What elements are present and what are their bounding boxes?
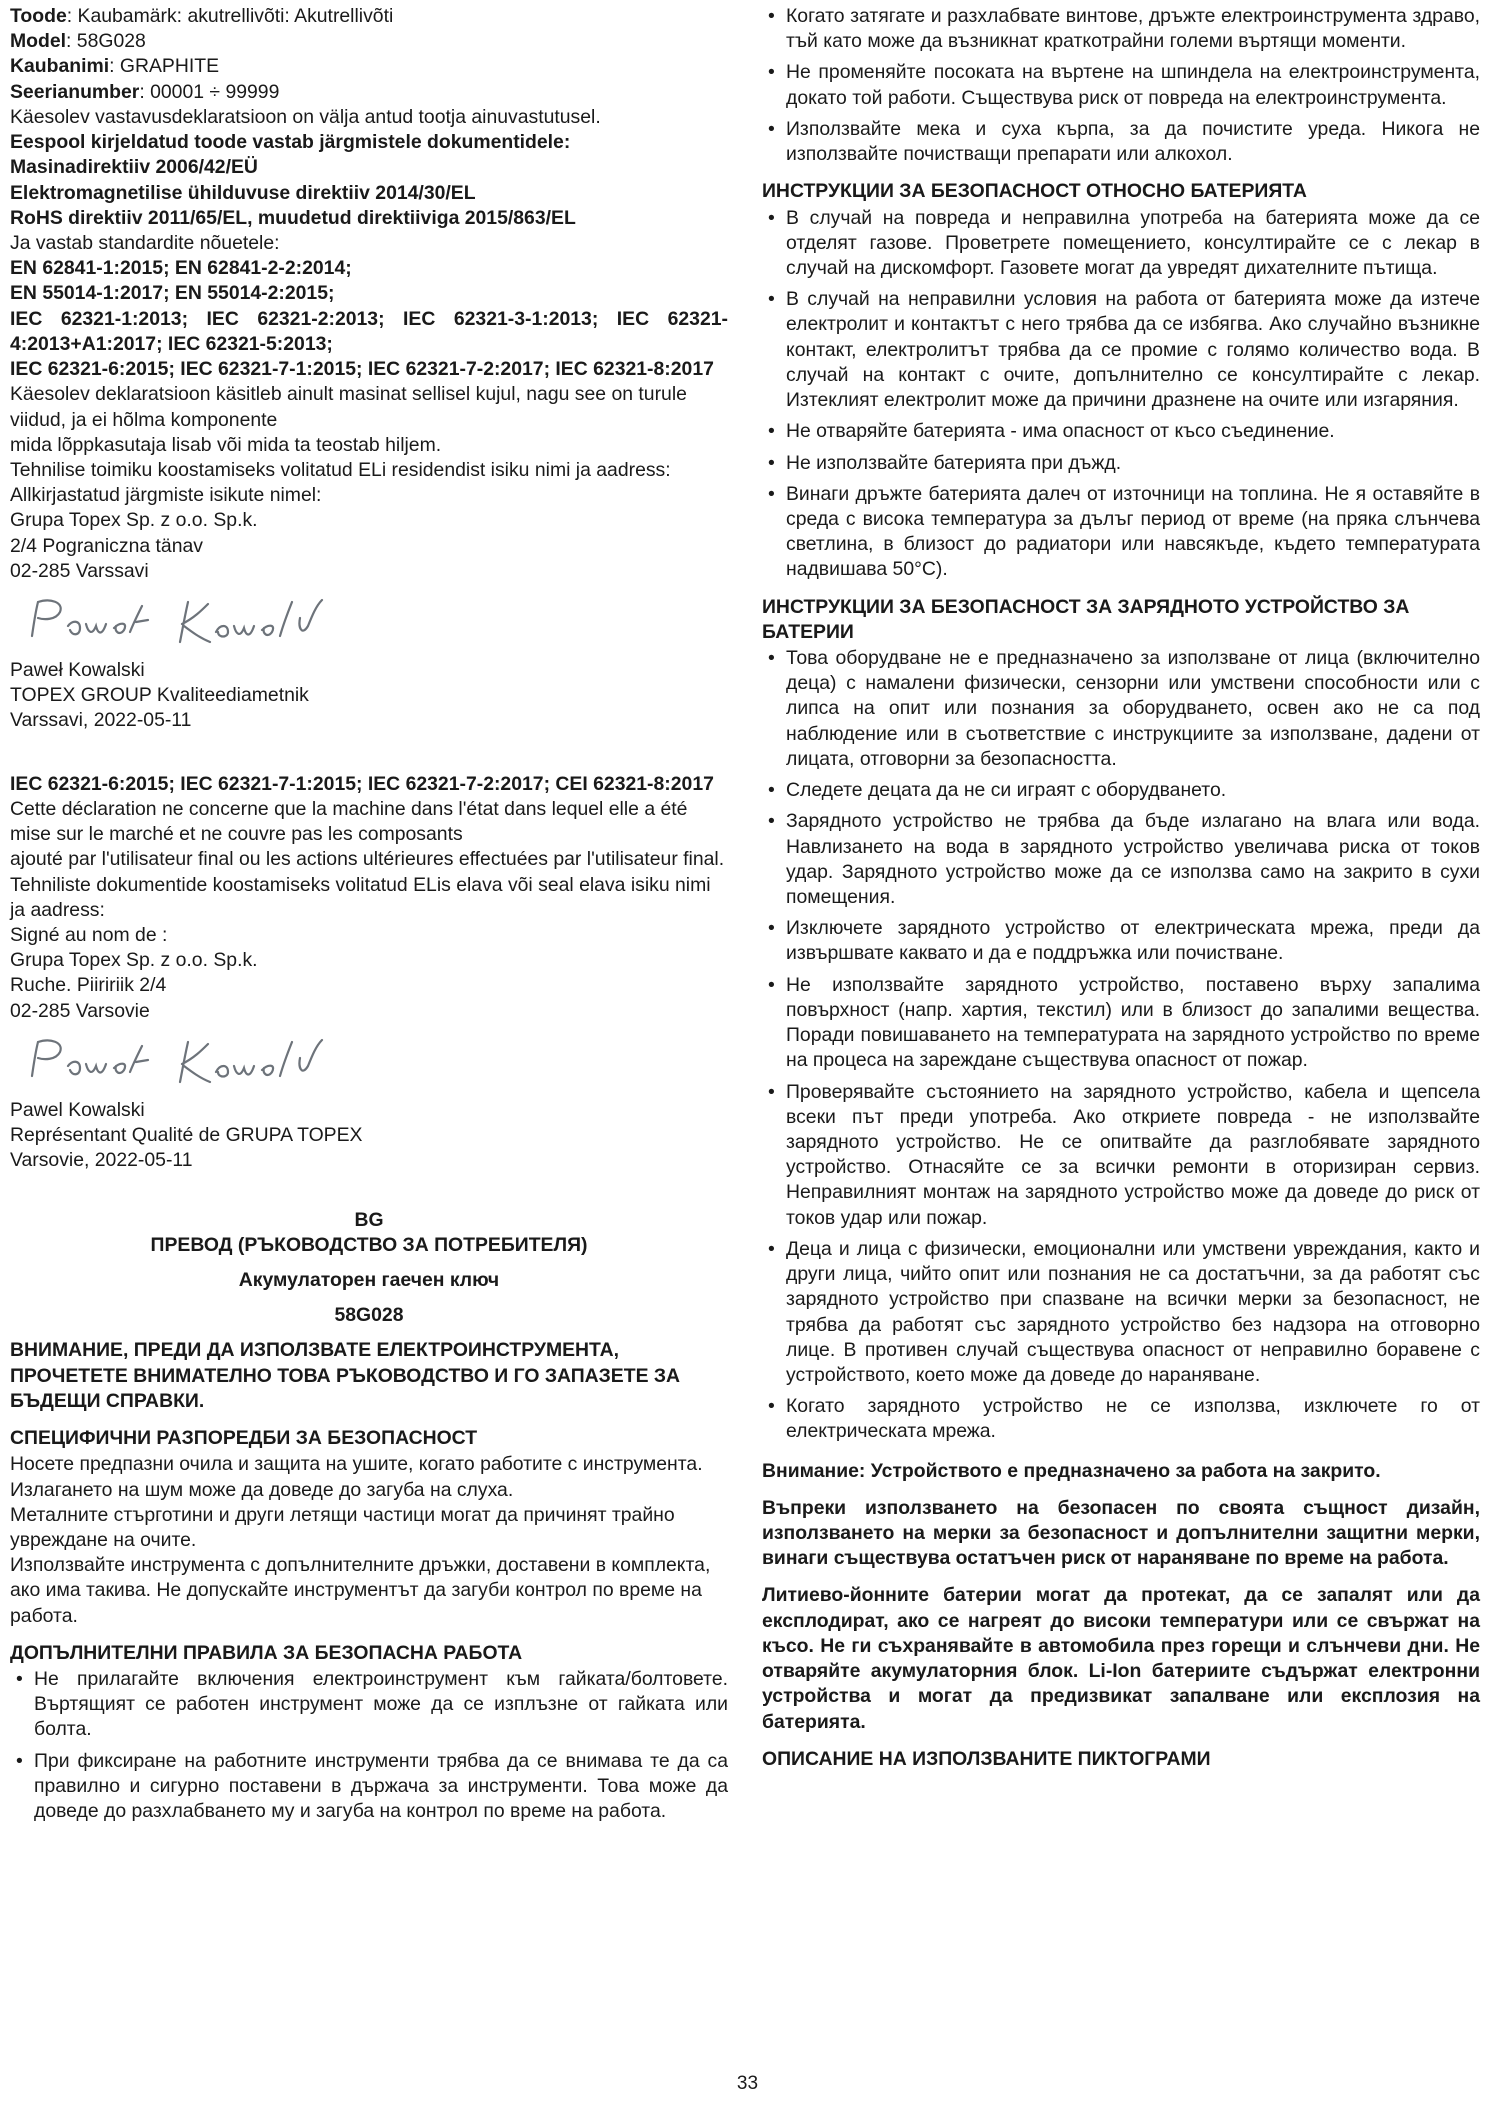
model-line	[10, 29, 728, 54]
scope-text-2: mida lõppkasutaja lisab või mida ta teostab hiljem.	[10, 433, 442, 456]
standard-line: EN 62841-1:2015; EN 62841-2-2:2014;	[10, 257, 352, 280]
list-item: • При фиксиране на работните инструменти трябва да се внимава те да са правилно и сигурно поставени в държача за инструменти. Това може да доведе до разхлабването му и загуба на контрол по време на работа.	[10, 1749, 728, 1825]
battery-safety-heading: ИНСТРУКЦИИ ЗА БЕЗОПАСНОСТ ОТНОСНО БАТЕРИЯТА	[762, 180, 1307, 203]
right-column	[762, 4, 1480, 1773]
pictograms-heading: ОПИСАНИЕ НА ИЗПОЛЗВАНИТЕ ПИКТОГРАМИ	[762, 1747, 1211, 1770]
scope-text: Käesolev deklaratsioon käsitleb ainult masinat sellisel kujul, nagu see on turule viidud, ja ei hõlma komponente	[10, 383, 687, 431]
list-item: • Това оборудване не е предназначено за използване от лица (включително деца) с намалени физически, сензорни или умствени способности или с липса на опит или познания за оборудването, освен ако не са под наблюдение или в съответствие с инструкциите за използване, дадени от лицата, отговорни за безопасността.	[762, 646, 1480, 772]
list-item: • В случай на неправилни условия на работа от батерията може да изтече електролит и контактът с него трябва да се избягва. Ако случайно възникне контакт, електролитът трябва да се промие с голямо количество вода. В случай на контакт с очите, допълнително се консултирайте с лекар. Изтеклият електролит може да причини дразнене на очите или изгаряния.	[762, 287, 1480, 413]
signer-name: Paweł Kowalski	[10, 659, 145, 682]
list-item: • Когато зарядното устройство не се използва, изключете го от електрическата мрежа.	[762, 1394, 1480, 1444]
indoor-use-note: Внимание: Устройството е предназначено за работа на закрито.	[762, 1459, 1381, 1482]
serial-value: : 00001 ÷ 99999	[139, 80, 280, 103]
model-title: 58G028	[334, 1304, 404, 1327]
list-item: • Не прилагайте включения електроинструмент към гайката/болтовете. Въртящият се работен инструмент може да се изплъзне от гайката или болта.	[10, 1667, 728, 1743]
list-item: • Изключете зарядното устройство от електрическата мрежа, преди да извършвате каквато и да е поддръжка или почистване.	[762, 916, 1480, 966]
product-label: Toode	[10, 5, 67, 27]
product-line	[10, 4, 728, 29]
trade-name-line	[10, 54, 728, 79]
safety-paragraph: Металните стърготини и други летящи частици могат да причинят трайно увреждане на очите.	[10, 1503, 675, 1551]
standard-line: EN 55014-1:2017; EN 55014-2:2015;	[10, 282, 335, 305]
list-item: • Не отваряйте батерията - има опасност от късо съединение.	[762, 419, 1480, 444]
fr-scope-2: ajouté par l'utilisateur final ou les actions ultérieures effectuées par l'utilisateur final.	[10, 848, 725, 871]
list-item: • Проверявайте състоянието на зарядното устройство, кабела и щепсела всеки път преди употреба. Ако откриете повреда - не използвайте зарядното устройство. Не се опитвайте да разглобявате зарядното устройство. Отнасяйте се за всички ремонти в оторизиран сервиз. Неправилният монтаж на зарядното устройство може да доведе до риск от токов удар или пожар.	[762, 1080, 1480, 1231]
list-item: • Следете децата да не си играят с оборудването.	[762, 778, 1480, 803]
fr-address-line: 02-285 Varsovie	[10, 999, 150, 1022]
serial-label: Seerianumber	[10, 80, 140, 103]
fr-address-line: Grupa Topex Sp. z o.o. Sp.k.	[10, 949, 258, 972]
language-code: BG	[354, 1208, 384, 1231]
signature-image	[24, 592, 728, 652]
fr-standards: IEC 62321-6:2015; IEC 62321-7-1:2015; IEC 62321-7-2:2017; CEI 62321-8:2017	[10, 772, 714, 795]
page-number: 33	[736, 2073, 759, 2094]
list-item: • Използвайте мека и суха кърпа, за да почистите уреда. Никога не използвайте почистващи препарати или алкохол.	[762, 117, 1480, 167]
fr-address-line: Ruche. Piiririik 2/4	[10, 974, 167, 997]
model-value: : 58G028	[66, 30, 146, 53]
liion-warning: Литиево-йонните батерии могат да протекат, да се запалят или да експлодират, ако се нагреят до високи температури или се свържат на късо. Не ги съхранявайте в автомобила през горещи и слънчеви дни. Не отваряйте акумулаторния блок. Li-Ion батериите съдържат електронни устройства и могат да предизвикат запалване или експлозия на батерията.	[762, 1584, 1480, 1733]
list-item: • Не използвайте батерията при дъжд.	[762, 451, 1480, 476]
specific-safety-heading: СПЕЦИФИЧНИ РАЗПОРЕДБИ ЗА БЕЗОПАСНОСТ	[10, 1427, 478, 1450]
charger-safety-list	[762, 646, 1480, 1445]
signature-image	[24, 1032, 728, 1092]
additional-rules-heading: ДОПЪЛНИТЕЛНИ ПРАВИЛА ЗА БЕЗОПАСНА РАБОТА	[10, 1641, 523, 1664]
address-line: 02-285 Varssavi	[10, 559, 149, 582]
fr-scope: Cette déclaration ne concerne que la machine dans l'état dans lequel elle a été mise sur le marché et ne couvre pas les composants	[10, 797, 688, 846]
list-item: • Деца и лица с физически, емоционални или умствени увреждания, както и други лица, чийто опит или познания не са достатъчни, за да работят със зарядното устройство при спазване на всички мерки за безопасност, не трябва да работят със зарядното устройство без надзора на отговорно лице. В противен случай съществува опасност от неправилно боравене с устройството, което може да доведе до нараняване.	[762, 1237, 1480, 1388]
warning-notice: ВНИМАНИЕ, ПРЕДИ ДА ИЗПОЛЗВАТЕ ЕЛЕКТРОИНСТРУМЕНТА, ПРОЧЕТЕТЕ ВНИМАТЕЛНО ТОВА РЪКОВОДСТВО И ГО ЗАПАЗЕТЕ ЗА БЪДЕЩИ СПРАВКИ.	[10, 1339, 681, 1412]
safety-paragraph: Носете предпазни очила и защита на ушите, когато работите с инструмента. Излагането на шум може да доведе до загуба на слуха.	[10, 1453, 703, 1501]
left-column	[10, 4, 728, 1830]
charger-safety-heading: ИНСТРУКЦИИ ЗА БЕЗОПАСНОСТ ЗА ЗАРЯДНОТО УСТРОЙСТВО ЗА БАТЕРИИ	[762, 595, 1410, 643]
battery-safety-list	[762, 206, 1480, 583]
serial-line	[10, 80, 728, 105]
safety-paragraph: Използвайте инструмента с допълнителните дръжки, доставени в комплекта, ако има такива. Не допускайте инструментът да загуби контрол по време на работа.	[10, 1554, 711, 1627]
fr-signed: Signé au nom de :	[10, 924, 168, 946]
additional-rules-list	[10, 1667, 728, 1824]
model-label: Model	[10, 30, 67, 53]
product-value: : Kaubamärk: akutrellivõti: Akutrellivõti	[66, 5, 394, 27]
standards-intro: Ja vastab standardite nõuetele:	[10, 231, 280, 254]
machinery-directive: Masinadirektiiv 2006/42/EÜ	[10, 156, 258, 179]
spacer	[10, 734, 728, 772]
fr-signer-date: Varsovie, 2022-05-11	[10, 1149, 193, 1172]
tech-file-text: Tehnilise toimiku koostamiseks volitatud ELi residendist isiku nimi ja aadress:	[10, 458, 671, 481]
signed-by: Allkirjastatud järgmiste isikute nimel:	[10, 484, 322, 507]
fr-tech-file: Tehniliste dokumentide koostamiseks volitatud ELis elava või seal elava isiku nimi ja aadress:	[10, 873, 711, 921]
product-title: Акумулаторен гаечен ключ	[238, 1268, 500, 1291]
fr-signer-title: Représentant Qualité de GRUPA TOPEX	[10, 1124, 363, 1147]
signature-icon	[24, 592, 384, 652]
list-item: • Когато затягате и разхлабвате винтове, дръжте електроинструмента здраво, тъй като може да възникнат краткотрайни големи въртящи моменти.	[762, 4, 1480, 54]
translation-title: ПРЕВОД (РЪКОВОДСТВО ЗА ПОТРЕБИТЕЛЯ)	[150, 1233, 588, 1256]
list-item: • В случай на повреда и неправилна употреба на батерията може да се отделят газове. Проветрете помещението, консултирайте се с лекар в случай на дискомфорт. Газовете могат да увредят дихателните пътища.	[762, 206, 1480, 282]
list-item: • Зарядното устройство не трябва да бъде излагано на влага или вода. Навлизането на вода в зарядното устройство увеличава риска от токов удар. Зарядното устройство може да се използва само на закрито в сухи помещения.	[762, 809, 1480, 910]
standard-line: IEC 62321-1:2013; IEC 62321-2:2013; IEC 62321-3-1:2013; IEC 62321-4:2013+A1:2017; IEC 62321-5:2013;	[10, 307, 728, 355]
list-item: • Не използвайте зарядното устройство, поставено върху запалима повърхност (напр. хартия, текстил) или в близост до запалими вещества. Поради повишаването на температурата на зарядното устройство по време на процеса на зареждане съществува опасност от пожар.	[762, 973, 1480, 1074]
address-line: 2/4 Pograniczna tänav	[10, 534, 203, 557]
residual-risk-note: Въпреки използването на безопасен по своята същност дизайн, използването на мерки за безопасност и допълнителни защитни мерки, винаги съществува остатъчен риск от нараняване по време на работа.	[762, 1496, 1480, 1570]
rohs-directive: RoHS direktiiv 2011/65/EL, muudetud direktiiviga 2015/863/EL	[10, 206, 576, 229]
trade-name-value: : GRAPHITE	[109, 55, 220, 78]
declaration-statement: Käesolev vastavusdeklaratsioon on välja antud tootja ainuvastutusel.	[10, 105, 601, 128]
signature-icon	[24, 1032, 384, 1092]
trade-name-label: Kaubanimi	[10, 55, 110, 78]
emc-directive: Elektromagnetilise ühilduvuse direktiiv 2014/30/EL	[10, 181, 476, 204]
signer-title: TOPEX GROUP Kvaliteediametnik	[10, 684, 309, 707]
standard-line: IEC 62321-6:2015; IEC 62321-7-1:2015; IEC 62321-7-2:2017; IEC 62321-8:2017	[10, 358, 714, 381]
general-rules-list	[762, 4, 1480, 167]
conformity-heading: Eespool kirjeldatud toode vastab järgmistele dokumentidele:	[10, 131, 571, 154]
signer-date: Varssavi, 2022-05-11	[10, 709, 192, 732]
list-item: • Винаги дръжте батерията далеч от източници на топлина. Не я оставяйте в среда с висока температура за дълъг период от време (на пряка слънчева светлина, в близост до радиатори или навсякъде, където температурата надвишава 50°C).	[762, 482, 1480, 583]
list-item: • Не променяйте посоката на въртене на шпиндела на електроинструмента, докато той работи. Съществува риск от повреда на електроинструмента.	[762, 60, 1480, 110]
address-line: Grupa Topex Sp. z o.o. Sp.k.	[10, 509, 258, 532]
fr-signer-name: Pawel Kowalski	[10, 1098, 145, 1121]
